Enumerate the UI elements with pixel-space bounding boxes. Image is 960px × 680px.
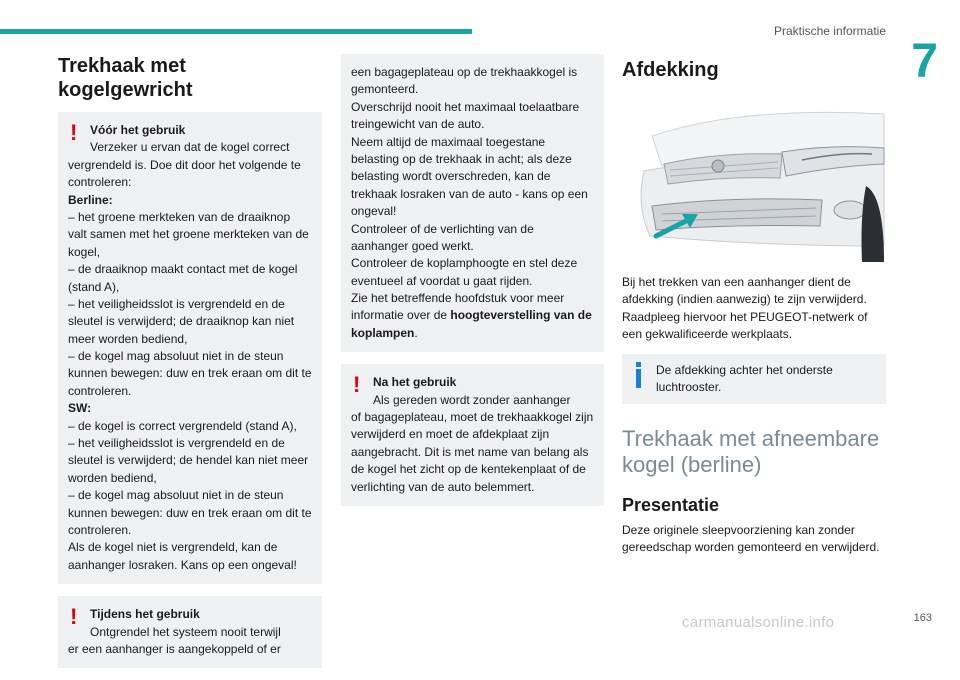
warning-title: Vóór het gebruik	[90, 123, 186, 137]
header-accent-bar	[0, 29, 472, 34]
berline-item: – de kogel mag absoluut niet in de steun kunnen bewegen: duw en trek eraan om dit te controleren.	[68, 349, 312, 398]
warning-text: of bagageplateau, moet de trekhaakkogel zijn verwijderd en moet de afdekplaat zijn aangebracht. Dit is met name van belang als de kogel het zicht op de kentekenplaat of de verlichting van de auto belemmert.	[351, 410, 594, 494]
warning-paragraph: een bagageplateau op de trekhaakkogel is gemonteerd.	[351, 65, 578, 97]
section-title: Praktische informatie	[773, 24, 886, 38]
column-3	[622, 54, 886, 567]
warning-paragraph-last	[351, 290, 594, 342]
warning-first-line: Verzeker u ervan dat de kogel correct	[90, 140, 290, 155]
berline-item: – het veiligheidsslot is vergrendeld en de sleutel is verwijderd; de draaiknop kan niet meer worden bediend,	[68, 296, 295, 346]
chapter-number: 7	[911, 35, 938, 88]
warning-paragraph: Controleer de koplamphoogte en stel deze eventueel af voordat u gaat rijden.	[351, 256, 578, 288]
warning-exclamation-icon: !	[70, 120, 78, 145]
car-front-illustration	[622, 96, 886, 262]
presentatie-body: Deze originele sleepvoorziening kan zonder gereedschap worden gemonteerd en verwijderd.	[622, 522, 880, 555]
warning-paragraph: Controleer of de verlichting van de aanhanger goed werkt.	[351, 221, 534, 253]
warning-box-during-use	[58, 596, 322, 668]
column-2	[341, 54, 604, 518]
info-text: De afdekking achter het onderste luchtrooster.	[656, 362, 833, 394]
warning-exclamation-icon: !	[353, 372, 361, 398]
sw-item: – de kogel is correct vergrendeld (stand A),	[68, 418, 297, 433]
warning-paragraph: Overschrijd nooit het maximaal toelaatbare treingewicht van de auto.	[351, 99, 580, 132]
warning-box-continued	[341, 54, 604, 352]
column-1	[58, 54, 322, 680]
warning-title: Tijdens het gebruik	[90, 607, 200, 622]
warning-first-line: Als gereden wordt zonder aanhanger	[373, 392, 571, 407]
berline-item: – de draaiknop maakt contact met de kogel (stand A),	[68, 262, 298, 294]
warning-box-before-use	[58, 112, 322, 584]
warning-closing: Als de kogel niet is vergrendeld, kan de aanhanger losraken. Kans op een ongeval!	[68, 540, 297, 572]
warning-title: Na het gebruik	[373, 375, 457, 390]
section-heading-afneembare-kogel: Trekhaak met afneembare kogel (berline)	[622, 426, 880, 477]
page-number: 163	[913, 612, 932, 624]
cross-reference-link: hoogteverstelling van de koplampen	[351, 308, 592, 340]
section-heading-trekhaak: Trekhaak met kogelgewricht	[58, 55, 193, 101]
warning-first-line: Ontgrendel het systeem nooit terwijl	[90, 624, 281, 639]
info-icon	[635, 362, 641, 388]
warning-line: vergrendeld is. Doe dit door het volgende te controleren:	[68, 157, 301, 190]
warning-box-after-use	[341, 364, 604, 506]
berline-label: Berline:	[68, 192, 113, 207]
watermark: carmanualsonline.info	[682, 614, 835, 631]
afdekking-body: Bij het trekken van een aanhanger dient de afdekking (indien aanwezig) te zijn verwijderd. Raadpleeg hiervoor het PEUGEOT-netwerk of een gekwalificeerde werkplaats.	[622, 275, 868, 342]
warning-last-prefix: Zie het betreffende hoofdstuk voor meer informatie over de	[351, 291, 565, 323]
sw-item: – het veiligheidsslot is vergrendeld en de sleutel is verwijderd; de hendel kan niet meer worden bediend,	[68, 436, 309, 485]
warning-text: er een aanhanger is aangekoppeld of er	[68, 641, 281, 656]
warning-exclamation-icon: !	[70, 604, 78, 630]
sw-label: SW:	[68, 401, 92, 416]
sw-item: – de kogel mag absoluut niet in de steun kunnen bewegen: duw en trek eraan om dit te controleren.	[68, 488, 312, 537]
subsection-heading-presentatie: Presentatie	[622, 494, 720, 515]
warning-last-suffix: .	[414, 325, 418, 340]
berline-item: – het groene merkteken van de draaiknop valt samen met het groene merkteken van de kogel,	[68, 209, 309, 259]
section-heading-afdekking: Afdekking	[622, 59, 719, 81]
warning-paragraph: Neem altijd de maximaal toegestane belasting op de trekhaak in acht; als deze belasting wordt overschreden, kan de trekhaak losraken van de auto - kans op een ongeval!	[351, 134, 588, 219]
info-box	[622, 354, 886, 405]
